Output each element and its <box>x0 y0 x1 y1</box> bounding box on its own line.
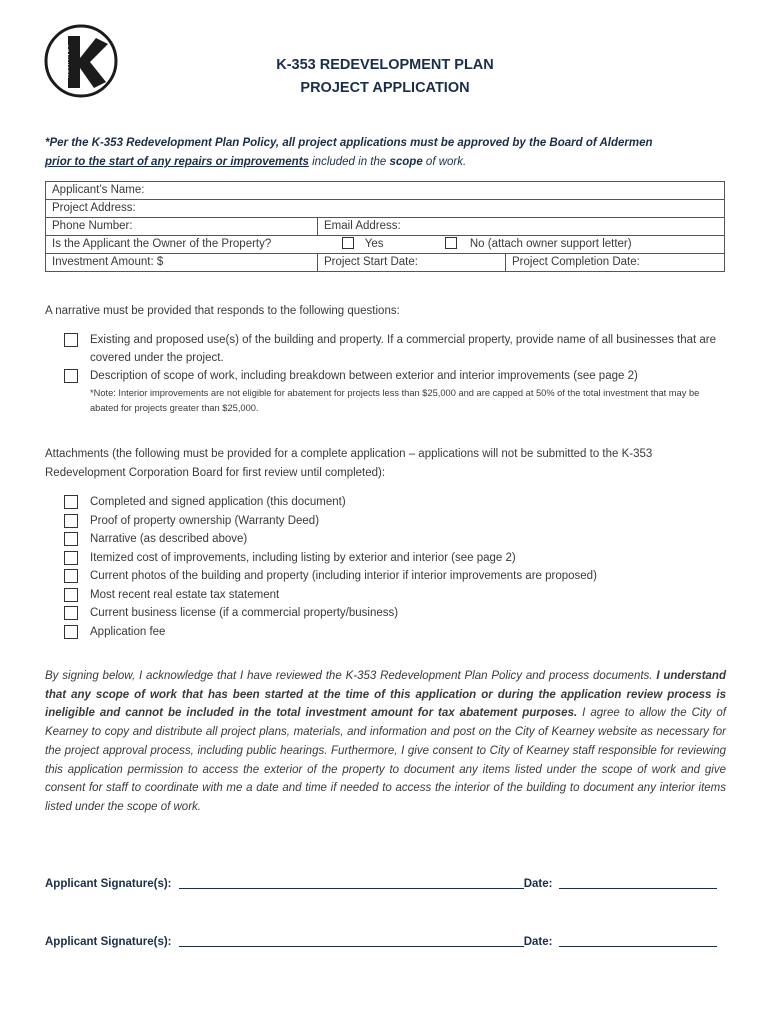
date-line[interactable] <box>559 934 717 947</box>
policy-text-1: *Per the K-353 Redevelopment Plan Policy, all project applications must be approved by the Board of Aldermen <box>45 137 653 149</box>
list-item <box>64 568 724 586</box>
attachment-item: Current photos of the building and property (including interior if interior improvements are proposed) <box>90 570 597 582</box>
no-label: No (attach owner support letter) <box>469 238 632 250</box>
logo-brand-text: KEARNEY <box>64 43 71 78</box>
project-address-field[interactable]: Project Address: <box>46 200 725 218</box>
attachment-item: Most recent real estate tax statement <box>90 588 280 601</box>
yes-checkbox[interactable] <box>342 237 354 249</box>
ack-text-3: I agree to allow the City of Kearney to copy and distribute all project plans, materials, and information and post on the City of Kearney website as necessary for the project approval process, including public hearings. Furthermore, I give consent to City of Kearney staff responsible for reviewing this application permission to access the exterior of the property to document any items listed under the scope of work and give consent for staff to coordinate with me a date and time if needed to access the interior of the building to document any interior items listed under the scope of work. <box>45 707 727 813</box>
attachment-item: Completed and signed application (this document) <box>90 496 346 508</box>
list-item <box>64 368 724 386</box>
list-item <box>64 332 724 367</box>
list-item <box>64 605 724 623</box>
list-item <box>64 513 724 531</box>
policy-text-5: of work. <box>422 156 467 168</box>
attachment-checkbox[interactable] <box>64 569 78 583</box>
attachment-item: Proof of property ownership (Warranty Deed) <box>90 514 320 527</box>
narrative-checkbox-2[interactable] <box>64 369 78 383</box>
page-title <box>0 54 770 100</box>
list-item <box>64 550 724 568</box>
attachment-checkbox[interactable] <box>64 625 78 639</box>
table-row <box>46 182 725 200</box>
attachment-item: Current business license (if a commercial property/business) <box>90 607 399 619</box>
signature-row-2 <box>45 934 717 948</box>
table-row <box>46 254 725 272</box>
ack-text-1: By signing below, I acknowledge that I have reviewed the K-353 Redevelopment Plan Policy and process documents. <box>45 670 657 682</box>
table-row <box>46 218 725 236</box>
attachments-list <box>64 494 724 641</box>
date-label: Date: <box>523 878 553 890</box>
narrative-checkbox-1[interactable] <box>64 333 78 347</box>
attachment-checkbox[interactable] <box>64 514 78 528</box>
investment-amount-field[interactable]: Investment Amount: $ <box>46 254 318 272</box>
applicant-signature-label: Applicant Signature(s): <box>45 878 172 890</box>
policy-text-underlined: prior to the start of any repairs or improvements <box>45 156 309 168</box>
acknowledgement-paragraph <box>45 667 726 817</box>
policy-text-3: included in the <box>308 156 390 168</box>
no-checkbox[interactable] <box>445 237 457 249</box>
signature-row-1 <box>45 876 717 890</box>
owner-question-label: Is the Applicant the Owner of the Property? <box>46 236 318 254</box>
attachment-checkbox[interactable] <box>64 606 78 620</box>
applicant-signature-line[interactable] <box>179 876 524 889</box>
title-line-1: K-353 REDEVELOPMENT PLAN <box>276 57 494 73</box>
policy-text-bold: scope <box>389 156 423 168</box>
narrative-intro: A narrative must be provided that responds to the following questions: <box>45 305 400 317</box>
attachment-item: Application fee <box>90 625 166 638</box>
table-row <box>46 200 725 218</box>
title-line-2: PROJECT APPLICATION <box>300 80 470 96</box>
applicant-signature-line[interactable] <box>179 934 524 947</box>
attachment-checkbox[interactable] <box>64 588 78 602</box>
policy-statement <box>45 134 735 172</box>
attachments-intro: Attachments (the following must be provided for a complete application – applications will not be submitted to the K-353 Redevelopment Corporation Board for first review until completed): <box>45 448 653 479</box>
narrative-list <box>64 332 724 416</box>
attachment-checkbox[interactable] <box>64 532 78 546</box>
yes-label: Yes <box>364 238 384 250</box>
attachment-item: Narrative (as described above) <box>90 533 248 545</box>
list-item <box>64 494 724 512</box>
table-row <box>46 236 725 254</box>
attachment-checkbox[interactable] <box>64 551 78 565</box>
applicant-name-field[interactable]: Applicant’s Name: <box>46 182 725 200</box>
list-item <box>64 531 724 549</box>
project-completion-date-field[interactable]: Project Completion Date: <box>506 254 725 272</box>
owner-options <box>318 236 725 254</box>
ack-text-bold: I understand that any scope of work that has been started at the time of this application or during the application review process is ineligible and cannot be included in the total investment amount for tax abatement purposes. <box>45 670 726 720</box>
applicant-info-table <box>45 181 725 272</box>
project-start-date-field[interactable]: Project Start Date: <box>318 254 506 272</box>
interior-improvements-note: *Note: Interior improvements are not eligible for abatement for projects less than $25,000 and are capped at 50% of the total investment that may be abated for projects greater than $25,000. <box>90 387 700 413</box>
date-line[interactable] <box>559 876 717 889</box>
phone-number-field[interactable]: Phone Number: <box>46 218 318 236</box>
applicant-signature-label: Applicant Signature(s): <box>45 936 172 948</box>
attachment-checkbox[interactable] <box>64 495 78 509</box>
list-item <box>64 624 724 642</box>
narrative-item-2: Description of scope of work, including breakdown between exterior and interior improvements (see page 2) <box>90 370 638 382</box>
date-label: Date: <box>523 936 553 948</box>
attachment-item: Itemized cost of improvements, including listing by exterior and interior (see page 2) <box>90 551 516 564</box>
narrative-item-1: Existing and proposed use(s) of the building and property. If a commercial property, provide name of all businesses that are covered under the project. <box>90 334 717 364</box>
list-item <box>64 587 724 605</box>
email-address-field[interactable]: Email Address: <box>318 218 725 236</box>
